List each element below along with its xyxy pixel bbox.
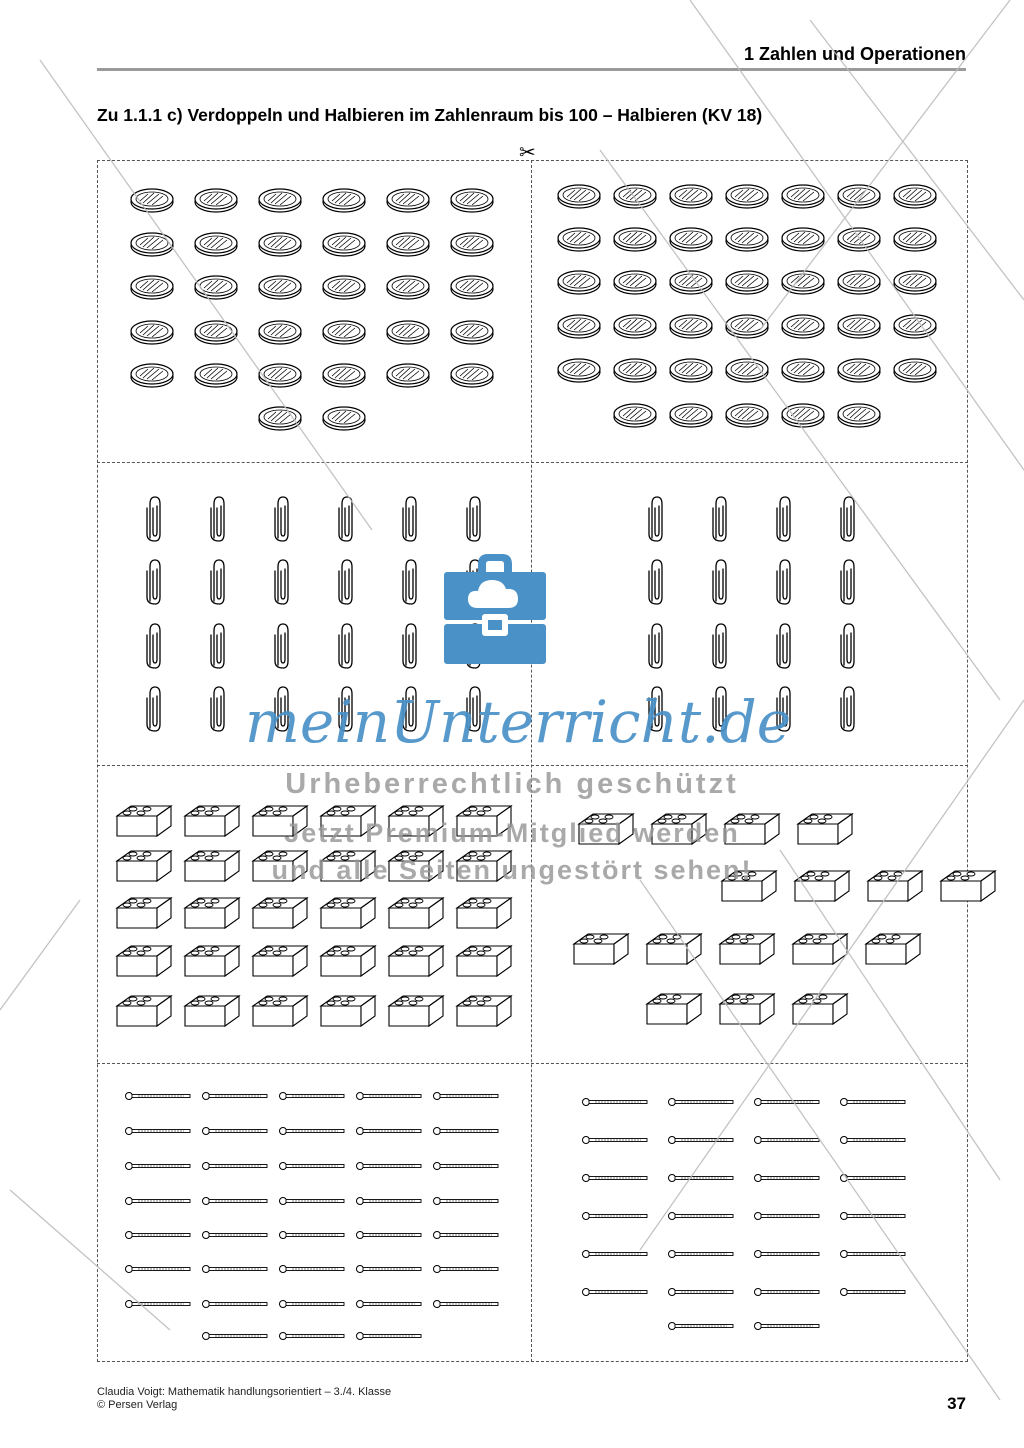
coin-icon <box>257 361 303 389</box>
paperclip-icon <box>645 621 667 671</box>
coin-icon <box>668 182 714 210</box>
coin-icon <box>129 318 175 346</box>
coin-icon <box>612 268 658 296</box>
match-icon <box>753 1287 823 1297</box>
coin-icon <box>385 230 431 258</box>
match-icon <box>753 1097 823 1107</box>
header-rule <box>97 68 966 71</box>
coin-icon <box>193 186 239 214</box>
coin-icon <box>385 318 431 346</box>
coin-icon <box>780 356 826 384</box>
match-icon <box>201 1091 271 1101</box>
coin-icon <box>129 230 175 258</box>
paperclip-icon <box>335 557 357 607</box>
match-icon <box>432 1230 502 1240</box>
paperclip-icon <box>773 557 795 607</box>
match-icon <box>667 1135 737 1145</box>
brick-icon <box>716 988 778 1028</box>
match-icon <box>667 1211 737 1221</box>
match-icon <box>355 1264 425 1274</box>
coin-icon <box>449 186 495 214</box>
match-icon <box>753 1173 823 1183</box>
match-icon <box>201 1299 271 1309</box>
coin-icon <box>724 268 770 296</box>
brick-icon <box>113 940 175 980</box>
brick-icon <box>789 928 851 968</box>
coin-icon <box>836 401 882 429</box>
chapter-heading: 1 Zahlen und Operationen <box>743 44 966 64</box>
cut-line-horizontal <box>97 765 968 766</box>
match-icon <box>355 1230 425 1240</box>
brick-icon <box>643 988 705 1028</box>
brick-icon <box>570 928 632 968</box>
match-icon <box>839 1135 909 1145</box>
match-icon <box>667 1321 737 1331</box>
match-icon <box>201 1161 271 1171</box>
match-icon <box>581 1249 651 1259</box>
page-title: Zu 1.1.1 c) Verdoppeln und Halbieren im Zahlenraum bis 100 – Halbieren (KV 18) <box>97 105 763 125</box>
coin-icon <box>129 361 175 389</box>
coin-icon <box>257 230 303 258</box>
coin-icon <box>612 356 658 384</box>
coin-icon <box>321 404 367 432</box>
paperclip-icon <box>645 557 667 607</box>
coin-icon <box>193 230 239 258</box>
match-icon <box>432 1126 502 1136</box>
coin-icon <box>129 186 175 214</box>
match-icon <box>432 1264 502 1274</box>
paperclip-icon <box>207 557 229 607</box>
brick-icon <box>453 990 515 1030</box>
coin-icon <box>449 318 495 346</box>
match-icon <box>753 1249 823 1259</box>
coin-icon <box>836 225 882 253</box>
match-icon <box>581 1287 651 1297</box>
match-icon <box>581 1173 651 1183</box>
coin-icon <box>556 356 602 384</box>
brick-icon <box>181 990 243 1030</box>
coin-icon <box>385 186 431 214</box>
paperclip-icon <box>207 494 229 544</box>
coin-icon <box>556 182 602 210</box>
coin-icon <box>385 273 431 301</box>
coin-icon <box>193 361 239 389</box>
paperclip-icon <box>709 621 731 671</box>
coin-icon <box>612 225 658 253</box>
match-icon <box>839 1211 909 1221</box>
brick-icon <box>385 892 447 932</box>
paperclip-icon <box>837 494 859 544</box>
paperclip-icon <box>399 494 421 544</box>
coin-icon <box>612 312 658 340</box>
watermark-premium-note: Jetzt Premium-Mitglied werden <box>284 818 740 848</box>
coin-icon <box>780 312 826 340</box>
match-icon <box>278 1196 348 1206</box>
match-icon <box>278 1331 348 1341</box>
footer-credit <box>97 1386 391 1412</box>
paperclip-icon <box>709 494 731 544</box>
coin-icon <box>836 356 882 384</box>
brick-icon <box>385 940 447 980</box>
cut-line-horizontal <box>97 1063 968 1064</box>
coin-icon <box>321 186 367 214</box>
brick-icon <box>789 988 851 1028</box>
match-icon <box>355 1299 425 1309</box>
coin-icon <box>724 312 770 340</box>
match-icon <box>124 1161 194 1171</box>
coin-icon <box>257 404 303 432</box>
coin-icon <box>780 225 826 253</box>
match-icon <box>355 1196 425 1206</box>
match-icon <box>432 1091 502 1101</box>
match-icon <box>839 1287 909 1297</box>
brick-icon <box>317 892 379 932</box>
coin-icon <box>668 401 714 429</box>
paperclip-icon <box>143 621 165 671</box>
briefcase-logo-icon <box>440 552 550 664</box>
watermark-view-note: und alle Seiten ungestört sehen! <box>271 855 753 885</box>
paperclip-icon <box>645 494 667 544</box>
coin-icon <box>892 356 938 384</box>
coin-icon <box>668 268 714 296</box>
paperclip-icon <box>837 621 859 671</box>
brick-icon <box>453 892 515 932</box>
match-icon <box>355 1331 425 1341</box>
match-icon <box>201 1264 271 1274</box>
cut-line-horizontal <box>97 462 968 463</box>
brick-icon <box>453 940 515 980</box>
coin-icon <box>668 225 714 253</box>
coin-icon <box>193 318 239 346</box>
paperclip-icon <box>463 494 485 544</box>
coin-icon <box>780 268 826 296</box>
paperclip-icon <box>271 557 293 607</box>
paperclip-icon <box>143 684 165 734</box>
brick-icon <box>643 928 705 968</box>
coin-icon <box>612 182 658 210</box>
coin-icon <box>724 401 770 429</box>
coin-icon <box>385 361 431 389</box>
brick-icon <box>181 940 243 980</box>
brick-icon <box>181 892 243 932</box>
brick-icon <box>862 928 924 968</box>
match-icon <box>201 1331 271 1341</box>
match-icon <box>667 1287 737 1297</box>
paperclip-icon <box>207 621 229 671</box>
match-icon <box>432 1299 502 1309</box>
scissors-icon: ✂ <box>519 142 536 164</box>
brick-icon <box>113 990 175 1030</box>
match-icon <box>581 1211 651 1221</box>
paperclip-icon <box>271 621 293 671</box>
paperclip-icon <box>271 494 293 544</box>
coin-icon <box>257 186 303 214</box>
match-icon <box>124 1091 194 1101</box>
match-icon <box>201 1126 271 1136</box>
coin-icon <box>836 182 882 210</box>
coin-icon <box>257 273 303 301</box>
match-icon <box>124 1264 194 1274</box>
paperclip-icon <box>335 494 357 544</box>
brick-icon <box>385 990 447 1030</box>
paperclip-icon <box>207 684 229 734</box>
brick-icon <box>249 990 311 1030</box>
coin-icon <box>556 312 602 340</box>
paperclip-icon <box>399 557 421 607</box>
paperclip-icon <box>143 494 165 544</box>
coin-icon <box>556 268 602 296</box>
match-icon <box>124 1126 194 1136</box>
coin-icon <box>780 182 826 210</box>
match-icon <box>124 1196 194 1206</box>
match-icon <box>355 1161 425 1171</box>
coin-icon <box>724 225 770 253</box>
coin-icon <box>193 273 239 301</box>
brick-icon <box>113 892 175 932</box>
coin-icon <box>321 273 367 301</box>
coin-icon <box>668 356 714 384</box>
coin-icon <box>836 268 882 296</box>
match-icon <box>278 1299 348 1309</box>
credit-line: Claudia Voigt: Mathematik handlungsorientiert – 3./4. Klasse <box>97 1386 392 1398</box>
coin-icon <box>321 361 367 389</box>
coin-icon <box>892 182 938 210</box>
match-icon <box>839 1249 909 1259</box>
match-icon <box>201 1230 271 1240</box>
match-icon <box>355 1126 425 1136</box>
match-icon <box>432 1196 502 1206</box>
match-icon <box>839 1097 909 1107</box>
match-icon <box>278 1091 348 1101</box>
match-icon <box>667 1097 737 1107</box>
coin-icon <box>668 312 714 340</box>
coin-icon <box>892 268 938 296</box>
match-icon <box>355 1091 425 1101</box>
coin-icon <box>449 273 495 301</box>
watermark-brand: meinUnterricht.de <box>244 688 792 756</box>
page-number: 37 <box>947 1394 966 1413</box>
match-icon <box>201 1196 271 1206</box>
coin-icon <box>836 312 882 340</box>
paperclip-icon <box>709 557 731 607</box>
publisher-line: © Persen Verlag <box>97 1399 178 1411</box>
coin-icon <box>892 312 938 340</box>
coin-icon <box>449 230 495 258</box>
paperclip-icon <box>773 494 795 544</box>
coin-icon <box>257 318 303 346</box>
coin-icon <box>129 273 175 301</box>
brick-icon <box>249 940 311 980</box>
match-icon <box>278 1161 348 1171</box>
match-icon <box>753 1321 823 1331</box>
match-icon <box>432 1161 502 1171</box>
match-icon <box>278 1126 348 1136</box>
paperclip-icon <box>399 621 421 671</box>
match-icon <box>278 1230 348 1240</box>
coin-icon <box>449 361 495 389</box>
match-icon <box>753 1135 823 1145</box>
coin-icon <box>556 225 602 253</box>
coin-icon <box>780 401 826 429</box>
paperclip-icon <box>837 557 859 607</box>
brick-icon <box>716 928 778 968</box>
brick-icon <box>317 990 379 1030</box>
coin-icon <box>724 182 770 210</box>
match-icon <box>124 1230 194 1240</box>
match-icon <box>124 1299 194 1309</box>
brick-icon <box>317 940 379 980</box>
paperclip-icon <box>335 621 357 671</box>
match-icon <box>581 1097 651 1107</box>
brick-icon <box>249 892 311 932</box>
match-icon <box>581 1135 651 1145</box>
match-icon <box>753 1211 823 1221</box>
paperclip-icon <box>837 684 859 734</box>
paperclip-icon <box>143 557 165 607</box>
coin-icon <box>321 318 367 346</box>
watermark-copyright: Urheberrechtlich geschützt <box>285 768 739 800</box>
coin-icon <box>892 225 938 253</box>
coin-icon <box>724 356 770 384</box>
coin-icon <box>612 401 658 429</box>
paperclip-icon <box>773 621 795 671</box>
match-icon <box>839 1173 909 1183</box>
cut-line-vertical <box>531 160 532 1362</box>
match-icon <box>278 1264 348 1274</box>
coin-icon <box>321 230 367 258</box>
match-icon <box>667 1249 737 1259</box>
match-icon <box>667 1173 737 1183</box>
